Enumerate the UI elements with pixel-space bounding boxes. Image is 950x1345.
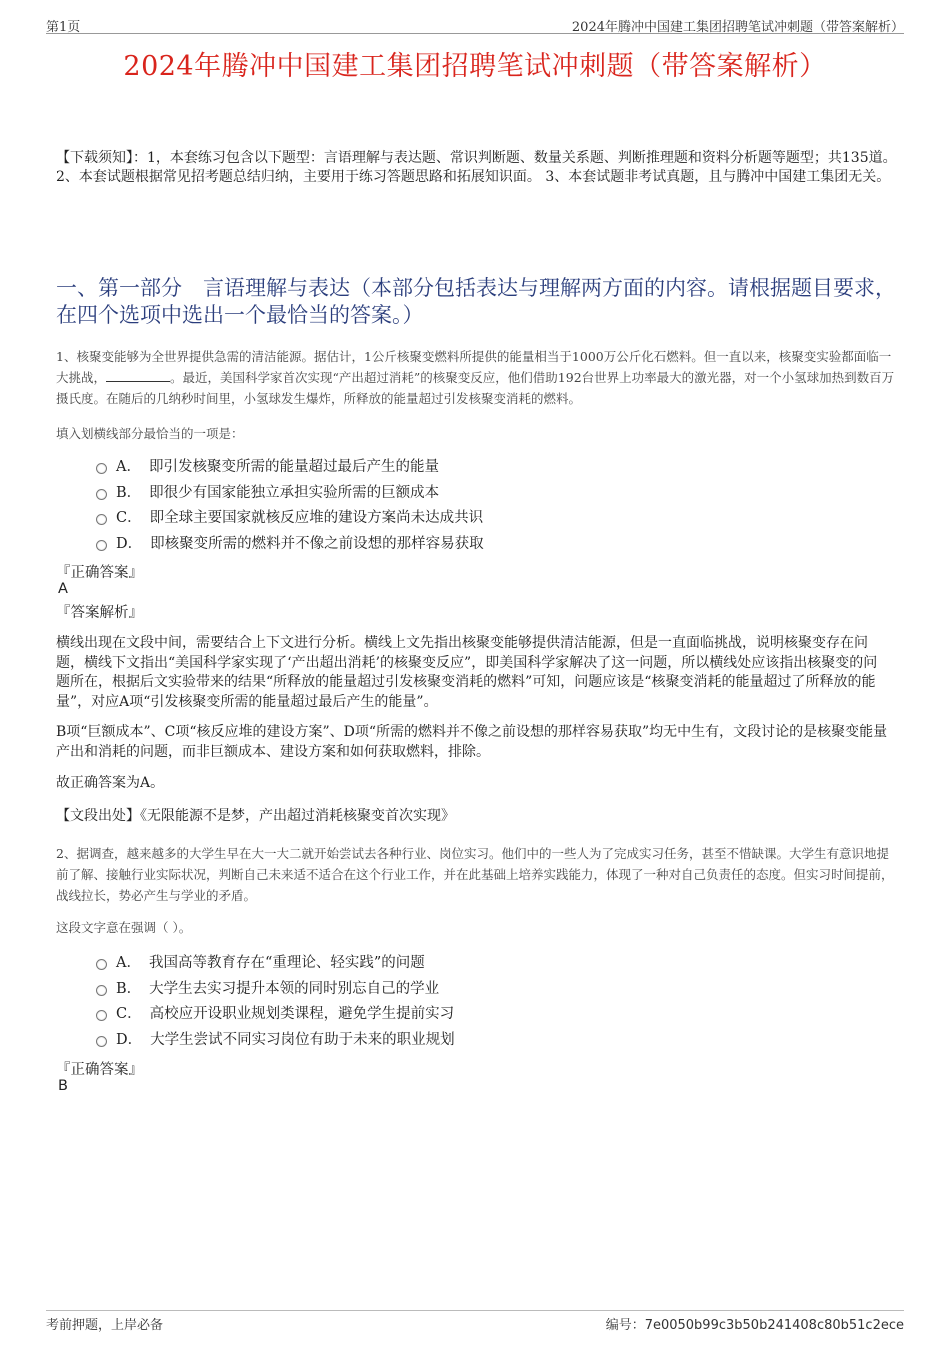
question-1-stem-part2: 。最近，美国科学家首次实现“产出超过消耗”的核聚变反应，他们借助192台世界上功率最大的激光器，对一个小氢球加热到数百万摄氏度。在随后的几纳秒时间里，小氢球发生爆炸，所释放的能量超过引发核聚变消耗的燃料。 <box>56 370 895 406</box>
radio-icon[interactable] <box>96 514 107 525</box>
option-text: 即全球主要国家就核反应堆的建设方案尚未达成共识 <box>149 510 484 527</box>
option-text: 即核聚变所需的燃料并不像之前设想的那样容易获取 <box>150 535 484 552</box>
option-letter: B． <box>116 980 142 997</box>
question-1-stem-part1: 1、核聚变能够为全世界提供急需的清洁能源。据估计，1公斤核聚变燃料所提供的能量相当于1000万公斤化石燃料。但一直以来，核聚变实验都面临一大挑战， <box>56 349 892 385</box>
download-notice: 【下载须知】：1，本套练习包含以下题型：言语理解与表达题、常识判断题、数量关系题、判断推理题和资料分析题等题型；共135道。 2、本套试题根据常见招考题总结归纳，主要用于练习答题思路和拓展知识面。 3、本套试题非考试真题，且与腾冲中国建工集团无关。 <box>56 150 897 185</box>
radio-icon[interactable] <box>96 540 107 551</box>
option-d[interactable] <box>96 1026 455 1052</box>
radio-icon[interactable] <box>96 1010 107 1021</box>
footer-code-value: 7e0050b99c3b50b241408c80b51c2ece <box>644 1318 904 1333</box>
option-a[interactable] <box>96 949 455 975</box>
radio-icon[interactable] <box>96 463 107 474</box>
question-1-stem <box>56 346 900 409</box>
option-text: 我国高等教育存在“重理论、轻实践”的问题 <box>148 955 425 972</box>
option-a[interactable] <box>96 453 484 479</box>
option-c[interactable] <box>96 1000 455 1026</box>
page-title: 2024年腾冲中国建工集团招聘笔试冲刺题（带答案解析） <box>123 51 827 82</box>
fill-blank <box>106 368 170 382</box>
question-2-options <box>96 949 455 1051</box>
footer-code <box>606 1314 904 1333</box>
analysis-paragraph-2: B项“巨额成本”、C项“核反应堆的建设方案”、D项“所需的燃料并不像之前设想的那样容易获取”均无中生有，文段讨论的是核聚变能量产出和消耗的问题，而非巨额成本、建设方案和如何获取燃料，排除。 <box>56 724 888 760</box>
option-text: 大学生尝试不同实习岗位有助于未来的职业规划 <box>150 1031 455 1048</box>
option-text: 即引发核聚变所需的能量超过最后产生的能量 <box>148 459 439 476</box>
correct-answer-label: 『正确答案』 <box>56 565 143 581</box>
question-1-prompt: 填入划横线部分最恰当的一项是： <box>56 426 244 441</box>
option-text: 高校应开设职业规划类课程，避免学生提前实习 <box>149 1006 455 1023</box>
option-d[interactable] <box>96 530 484 556</box>
source-citation: 【文段出处】《无限能源不是梦，产出超过消耗核聚变首次实现》 <box>56 808 455 824</box>
correct-answer-label: 『正确答案』 <box>56 1062 143 1078</box>
correct-answer: A <box>58 581 68 597</box>
option-b[interactable] <box>96 479 484 505</box>
page-number: 第1页 <box>46 20 81 35</box>
analysis-paragraph-1: 横线出现在文段中间，需要结合上下文进行分析。横线上文先指出核聚变能够提供清洁能源，但是一直面临挑战，说明核聚变存在问题，横线下文指出“美国科学家实现了‘产出超出消耗’的核聚变反应”，即美国科学家解决了这一问题，所以横线处应该指出核聚变的问题所在，根据后文实验带来的结果“所释放的能量超过引发核聚变消耗的燃料”可知，问题应该是“核聚变消耗的能量超过了所释放的能量”，对应A项“引发核聚变所需的能量超过最后产生的能量”。 <box>56 635 878 710</box>
analysis-label: 『答案解析』 <box>56 605 143 621</box>
question-2-prompt: 这段文字意在强调（ ）。 <box>56 920 192 935</box>
footer-code-label: 编号： <box>605 1318 645 1333</box>
option-letter: D． <box>116 1031 143 1048</box>
option-letter: B． <box>116 484 142 501</box>
footer-slogan: 考前押题，上岸必备 <box>46 1318 164 1333</box>
option-letter: A． <box>116 955 141 972</box>
radio-icon[interactable] <box>96 1036 107 1047</box>
question-2-stem: 2、据调查，越来越多的大学生早在大一大二就开始尝试去各种行业、岗位实习。他们中的一些人为了完成实习任务，甚至不惜缺课。大学生有意识地提前了解、接触行业实际状况，判断自己未来适不适合在这个行业工作，并在此基础上培养实践能力，体现了一种对自己负责任的态度。但实习时间提前，战线拉长，势必产生与学业的矛盾。 <box>56 846 894 903</box>
footer-divider <box>46 1310 904 1311</box>
option-letter: D． <box>116 535 143 552</box>
page-header <box>46 14 904 34</box>
analysis-conclusion: 故正确答案为A。 <box>56 775 165 791</box>
radio-icon[interactable] <box>96 959 107 970</box>
header-doc-title: 2024年腾冲中国建工集团招聘笔试冲刺题（带答案解析） <box>571 20 904 35</box>
correct-answer: B <box>58 1078 68 1094</box>
question-1-options <box>96 453 484 555</box>
option-c[interactable] <box>96 504 484 530</box>
option-text: 大学生去实习提升本领的同时别忘自己的学业 <box>149 980 440 997</box>
option-letter: C． <box>116 510 142 527</box>
section-heading: 一、第一部分 言语理解与表达（本部分包括表达与理解两方面的内容。请根据题目要求，在四个选项中选出一个最恰当的答案。） <box>56 276 896 327</box>
option-text: 即很少有国家能独立承担实验所需的巨额成本 <box>149 484 440 501</box>
option-b[interactable] <box>96 975 455 1001</box>
option-letter: C． <box>116 1006 142 1023</box>
radio-icon[interactable] <box>96 489 107 500</box>
radio-icon[interactable] <box>96 985 107 996</box>
option-letter: A． <box>116 459 141 476</box>
